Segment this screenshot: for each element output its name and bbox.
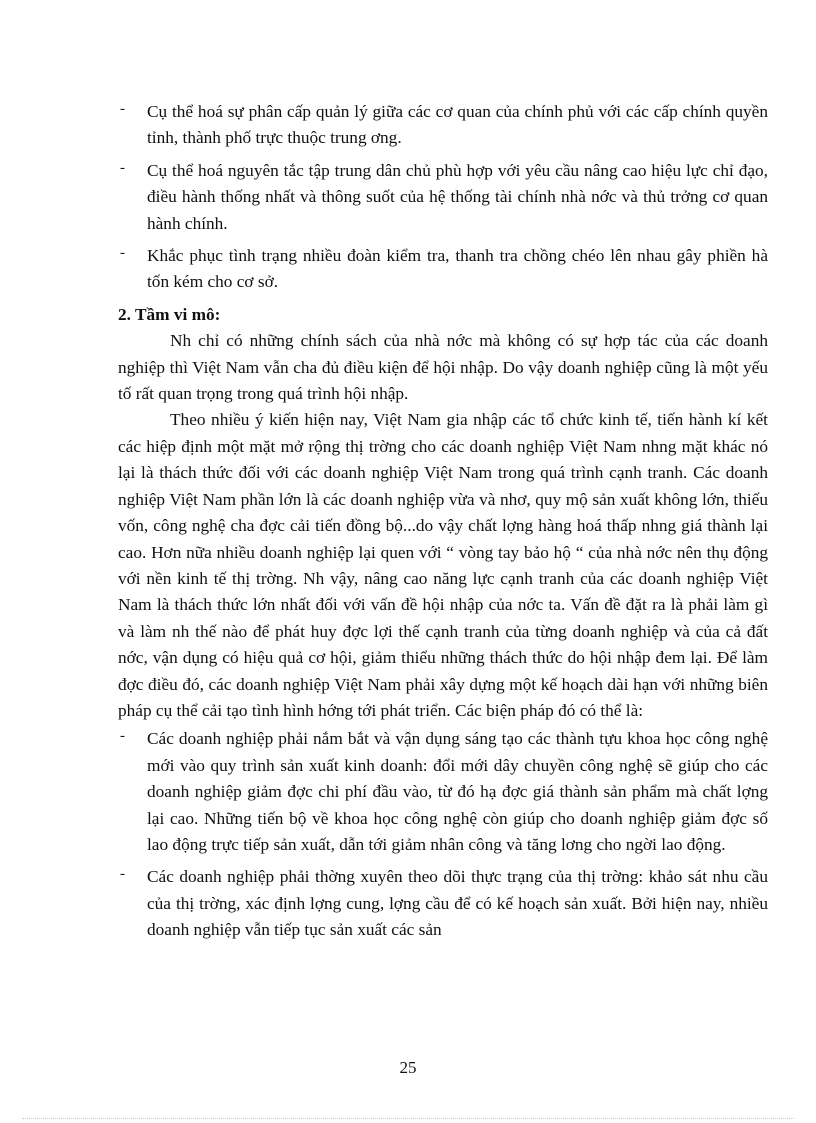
bullet-dash: - (120, 101, 125, 117)
list-item-text: Cụ thể hoá sự phân cấp quản lý giữa các cơ quan của chính phủ với các cấp chính quyền tỉnh, thành phố trực thuộc trung ơng. (147, 102, 768, 148)
list-item-text: Cụ thể hoá nguyên tắc tập trung dân chủ phù hợp với yêu cầu nâng cao hiệu lực chỉ đạo, điều hành thống nhất và thông suốt của hệ thống tài chính nhà nớc và thủ trởng cơ quan hành chính. (147, 160, 768, 233)
list-item (118, 243, 768, 296)
list-item-text: Các doanh nghiệp phải nắm bắt và vận dụng sáng tạo các thành tựu khoa học công nghệ mới vào quy trình sản xuất kinh doanh: đổi mới dây chuyền công nghệ sẽ giúp cho các doanh nghiệp giảm đợc chi phí đầu vào, từ đó hạ đợc giá thành sản phẩm mà chất lợng lại cao. Những tiến bộ về khoa học công nghệ còn giúp cho doanh nghiệp giảm đợc số lao động trực tiếp sản xuất, dẫn tới giảm nhân công và tăng lơng cho ngời lao động. (147, 729, 768, 854)
page-content (118, 99, 768, 950)
bullet-dash: - (120, 866, 125, 883)
list-item-text: Các doanh nghiệp phải thờng xuyên theo dõi thực trạng của thị trờng: khảo sát nhu cầu của thị trờng, xác định lợng cung, lợng cầu để có kế hoạch sản xuất. Bởi hiện nay, nhiều doanh nghiệp vẫn tiếp tục sản xuất các sản (147, 867, 768, 940)
bullet-dash: - (120, 245, 125, 262)
paragraph: Theo nhiều ý kiến hiện nay, Việt Nam gia nhập các tổ chức kinh tế, tiến hành kí kết các hiệp định một mặt mở rộng thị trờng cho các doanh nghiệp Việt Nam nhng mặt khác nó lại là thách thức đối với các doanh nghiệp Việt Nam trong quá trình cạnh tranh. Các doanh nghiệp Việt Nam phần lớn là các doanh nghiệp vừa và nhơ, quy mộ sản xuất không lớn, thiếu vốn, công nghệ cha đợc cải tiến đồng bộ...do vậy chất lợng hàng hoá thấp nhng giá thành lại cao. Hơn nữa nhiều doanh nghiệp lại quen với “ vòng tay bảo hộ “ của nhà nớc nên thụ động với nền kinh tế thị trờng. Nh vậy, nâng cao năng lực cạnh tranh của các doanh nghiệp Việt Nam là thách thức lớn nhất đối với vấn đề hội nhập của nớc ta. Vấn đề đặt ra là phải làm gì và làm nh thế nào để phát huy đợc lợi thế cạnh tranh của từng doanh nghiệp và của cả đất nớc, vận dụng có hiệu quả cơ hội, giảm thiểu những thách thức do hội nhập đem lại. Để làm đợc điều đó, các doanh nghiệp Việt Nam phải xây dựng một kế hoạch dài hạn với những biên pháp cụ thể cải tạo tình hình hớng tới phát triển. Các biện pháp đó có thể là: (118, 410, 768, 720)
bullet-dash: - (120, 159, 125, 176)
list-item (118, 158, 768, 237)
list-item-text: Khắc phục tình trạng nhiều đoàn kiểm tra, thanh tra chồng chéo lên nhau gây phiền hà tốn kém cho cơ sở. (147, 246, 768, 292)
list-item (118, 99, 768, 152)
page-bottom-divider (22, 1118, 794, 1119)
page-number: 25 (399, 1058, 417, 1077)
bullet-dash: - (120, 728, 125, 745)
section-heading: 2. Tầm vi mô: (118, 304, 221, 324)
list-item (118, 864, 768, 943)
bullet-list (118, 726, 768, 943)
paragraph: Nh chỉ có những chính sách của nhà nớc mà không có sự hợp tác của các doanh nghiệp thì Việt Nam vẫn cha đủ điều kiện để hội nhập. Do vậy doanh nghiệp cũng là một yếu tố rất quan trọng trong quá trình hội nhập. (118, 331, 768, 404)
list-item (118, 726, 768, 858)
